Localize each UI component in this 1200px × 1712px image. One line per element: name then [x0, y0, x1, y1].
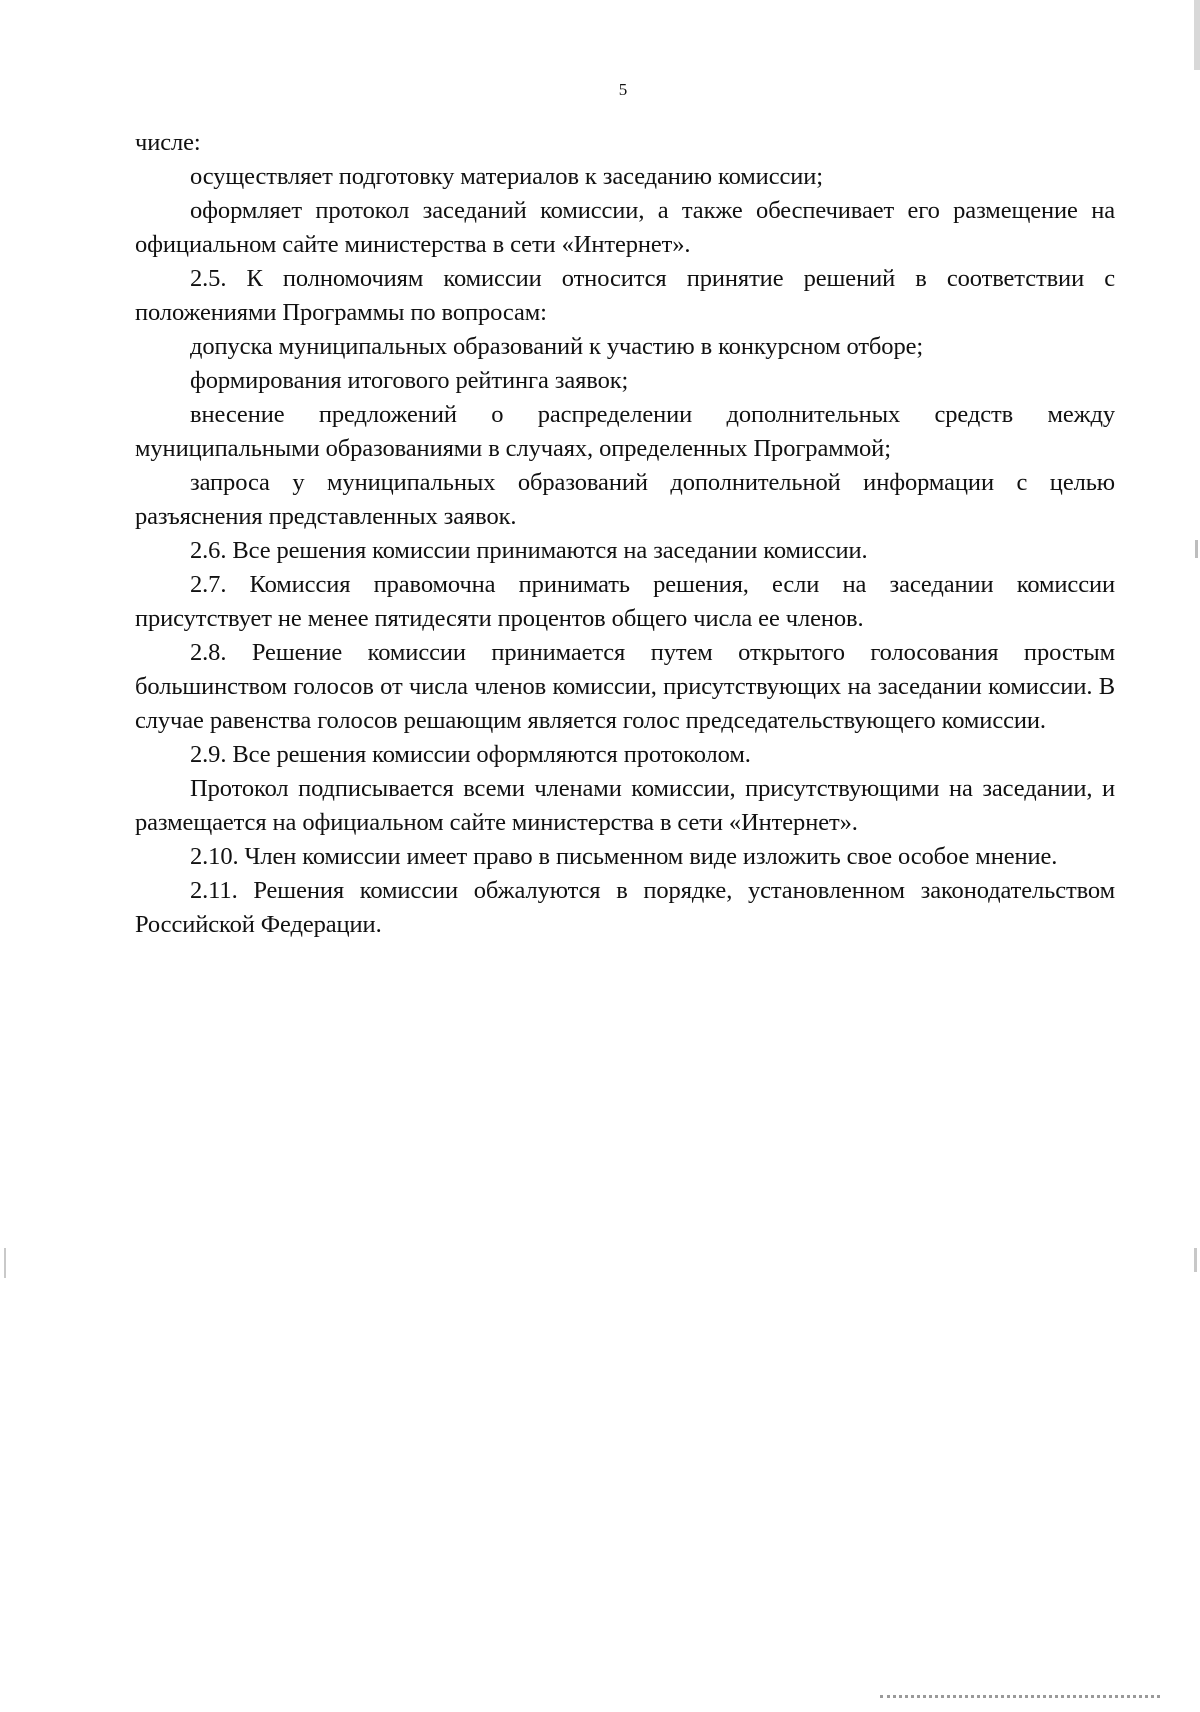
paragraph: числе:	[135, 129, 201, 156]
paragraph: запроса у муниципальных образований дополнительной информации с целью разъяснения представленных заявок.	[135, 469, 1115, 530]
paragraph: 2.9. Все решения комиссии оформляются протоколом.	[190, 741, 751, 768]
scan-edge-mark	[4, 1248, 6, 1278]
scan-edge-mark	[1194, 1248, 1197, 1272]
paragraph: 2.6. Все решения комиссии принимаются на заседании комиссии.	[190, 537, 868, 564]
document-body	[135, 126, 1115, 942]
paragraph: допуска муниципальных образований к участию в конкурсном отборе;	[190, 333, 924, 360]
paragraph: 2.5. К полномочиям комиссии относится принятие решений в соответствии с положениями Программы по вопросам:	[135, 265, 1115, 326]
paragraph: 2.7. Комиссия правомочна принимать решения, если на заседании комиссии присутствует не менее пятидесяти процентов общего числа ее членов.	[135, 571, 1115, 632]
paragraph: формирования итогового рейтинга заявок;	[190, 367, 629, 394]
scan-edge-mark	[1195, 540, 1198, 558]
paragraph: 2.11. Решения комиссии обжалуются в порядке, установленном законодательством Российской Федерации.	[135, 877, 1115, 938]
scan-edge-mark	[880, 1695, 1160, 1712]
paragraph: оформляет протокол заседаний комиссии, а также обеспечивает его размещение на официальном сайте министерства в сети «Интернет».	[135, 197, 1115, 258]
paragraph: осуществляет подготовку материалов к заседанию комиссии;	[190, 163, 823, 190]
scan-edge-mark	[1194, 0, 1200, 70]
paragraph: 2.8. Решение комиссии принимается путем открытого голосования простым большинством голосов от числа членов комиссии, присутствующих на заседании комиссии. В случае равенства голосов решающим является голос председательствующего комиссии.	[135, 639, 1115, 734]
page-number: 5	[618, 80, 628, 99]
paragraph: внесение предложений о распределении дополнительных средств между муниципальными образованиями в случаях, определенных Программой;	[135, 401, 1115, 462]
paragraph: Протокол подписывается всеми членами комиссии, присутствующими на заседании, и размещается на официальном сайте министерства в сети «Интернет».	[135, 775, 1115, 836]
paragraph: 2.10. Член комиссии имеет право в письменном виде изложить свое особое мнение.	[190, 843, 1058, 870]
